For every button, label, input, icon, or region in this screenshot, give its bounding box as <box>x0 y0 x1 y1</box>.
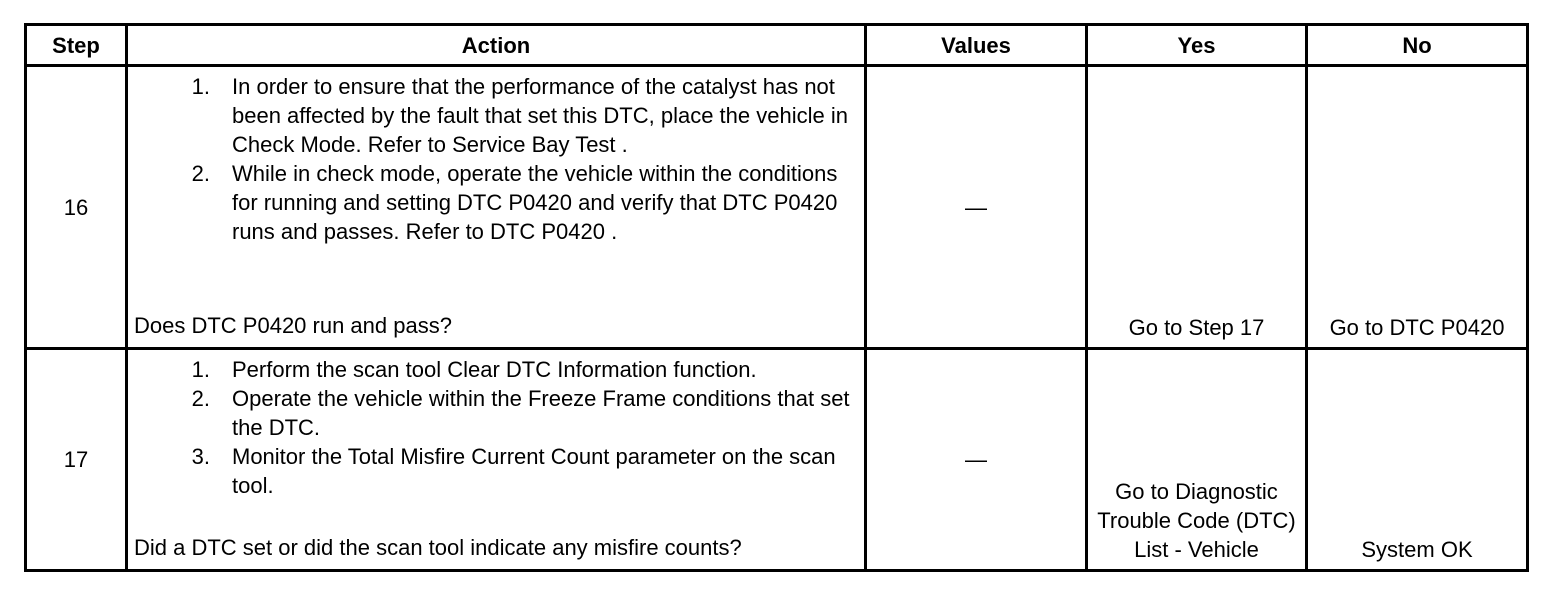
list-item-text: While in check mode, operate the vehicle within the conditions for running and setting DTC P0420 and verify that DTC P0420 runs and passes. Refer to DTC P0420 . <box>232 161 838 244</box>
table-row <box>26 349 1528 571</box>
action-cell <box>127 66 866 349</box>
header-row <box>26 25 1528 66</box>
yes-cell: Go to Step 17 <box>1087 66 1307 349</box>
action-cell <box>127 349 866 571</box>
list-item <box>134 159 858 246</box>
header-values: Values <box>866 25 1087 66</box>
list-item <box>134 72 858 159</box>
values-cell: — <box>866 349 1087 571</box>
yes-cell: Go to Diagnostic Trouble Code (DTC) List - Vehicle <box>1087 349 1307 571</box>
list-item-number: 2. <box>191 386 210 412</box>
list-item-text: Perform the scan tool Clear DTC Information function. <box>232 357 757 383</box>
list-item-text: In order to ensure that the performance of the catalyst has not been affected by the fault that set this DTC, place the vehicle in Check Mode. Refer to Service Bay Test . <box>232 74 848 157</box>
diagnostic-table <box>24 23 1529 572</box>
no-cell: Go to DTC P0420 <box>1307 66 1528 349</box>
header-yes: Yes <box>1087 25 1307 66</box>
list-item-number: 2. <box>191 161 210 186</box>
list-item-number: 1. <box>191 74 210 99</box>
action-question: Did a DTC set or did the scan tool indicate any misfire counts? <box>134 535 742 561</box>
action-list <box>134 72 858 246</box>
list-item <box>134 355 858 384</box>
table-row <box>26 66 1528 349</box>
action-list <box>134 355 858 500</box>
values-cell: — <box>866 66 1087 349</box>
list-item-text: Operate the vehicle within the Freeze Frame conditions that set the DTC. <box>232 386 850 441</box>
header-action: Action <box>127 25 866 66</box>
list-item <box>134 442 858 500</box>
step-number: 17 <box>26 349 127 571</box>
header-no: No <box>1307 25 1528 66</box>
list-item-text: Monitor the Total Misfire Current Count parameter on the scan tool. <box>232 444 836 499</box>
action-question: Does DTC P0420 run and pass? <box>134 313 452 338</box>
list-item-number: 3. <box>191 444 210 470</box>
header-step: Step <box>26 25 127 66</box>
no-cell: System OK <box>1307 349 1528 571</box>
list-item-number: 1. <box>191 357 210 383</box>
step-number: 16 <box>26 66 127 349</box>
list-item <box>134 384 858 442</box>
